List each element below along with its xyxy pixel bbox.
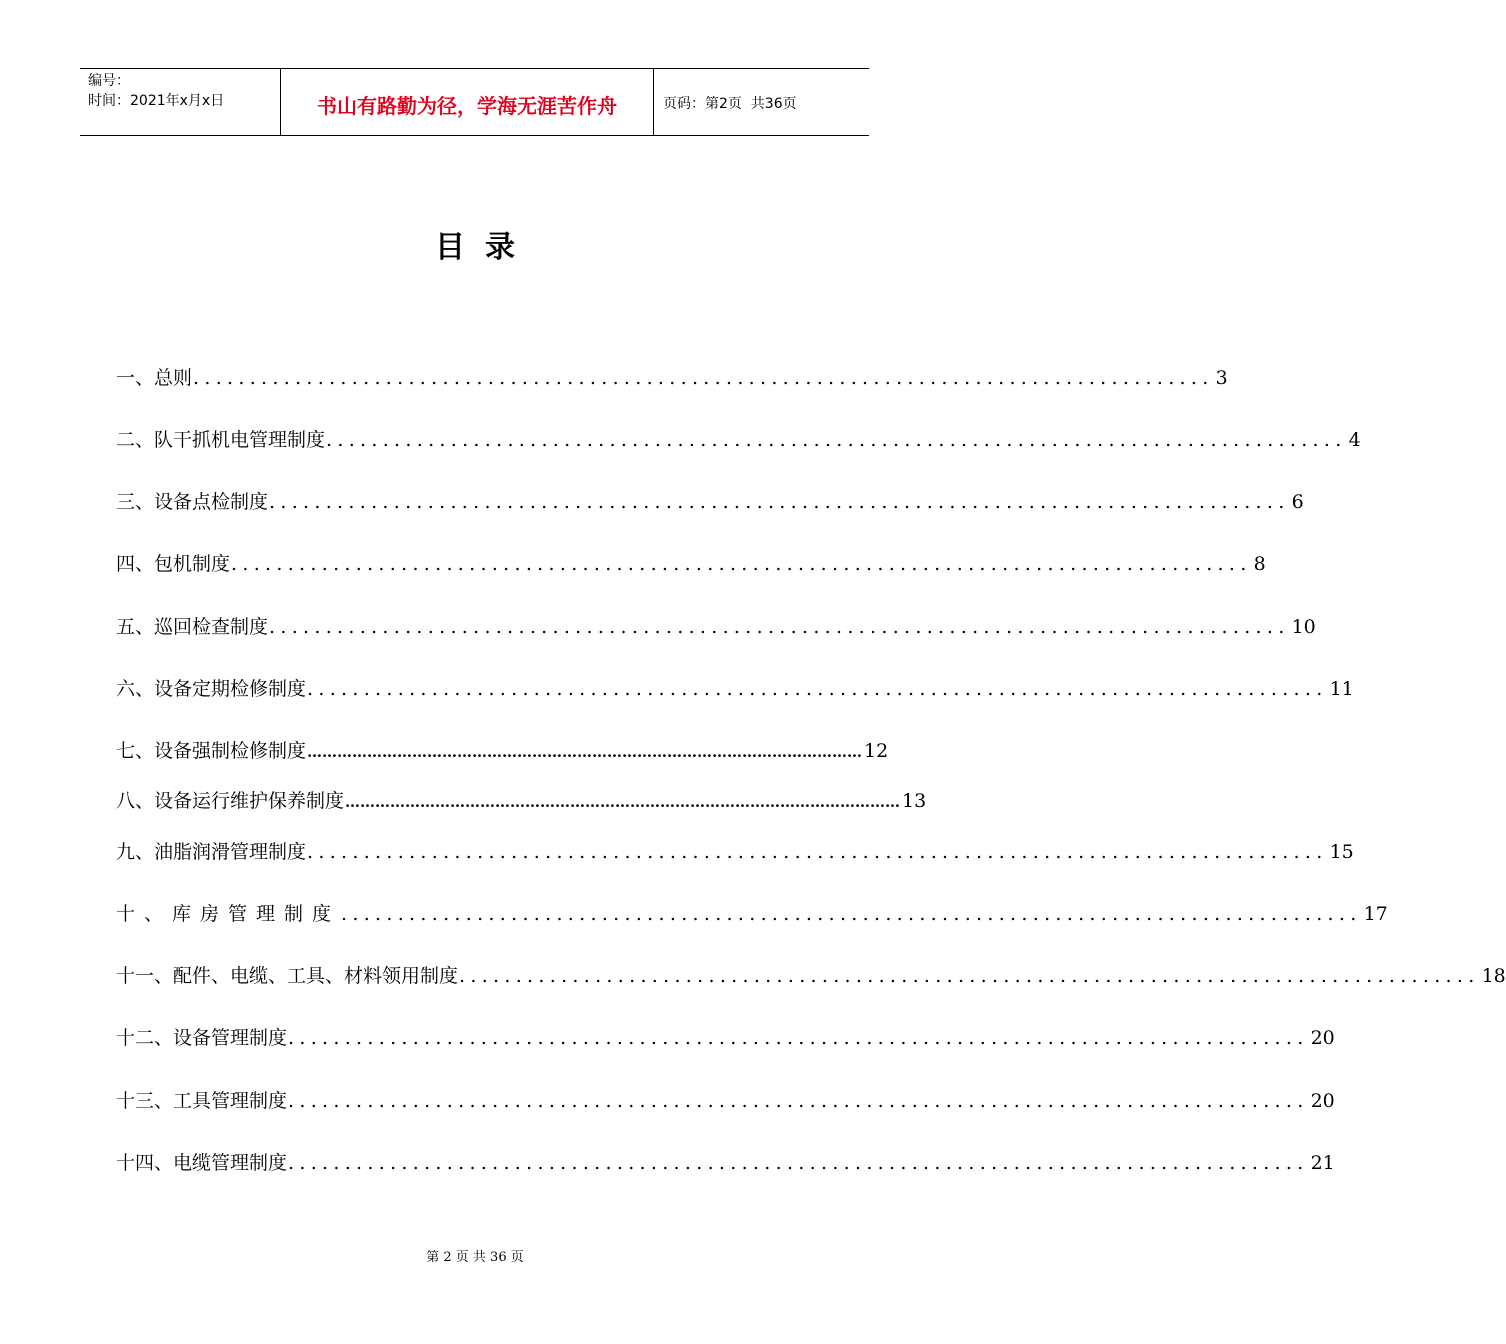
document-number-label: 编号： <box>88 73 130 89</box>
toc-entry-label: 五、巡回检查制度 <box>116 616 269 638</box>
toc-dot-leader: .......................................................................................... <box>307 678 1328 700</box>
toc-entry-label: 二、队干抓机电管理制度 <box>116 429 326 451</box>
toc-entry-label: 十二、设备管理制度 <box>116 1027 288 1049</box>
toc-entry-label: 九、油脂润滑管理制度 <box>116 841 307 863</box>
toc-entry-page: 10 <box>1291 616 1316 638</box>
page-footer: 第 2 页 共 36 页 <box>426 1250 524 1265</box>
toc-dot-leader: .......................................................................................... <box>269 616 1290 638</box>
toc-entry[interactable] <box>116 363 1228 391</box>
toc-entry-label: 三、设备点检制度 <box>116 491 269 513</box>
toc-entry-page: 20 <box>1310 1027 1335 1049</box>
header-motto: 书山有路勤为径，学海无涯苦作舟 <box>281 69 654 135</box>
toc-entry-page: 11 <box>1329 678 1354 700</box>
document-time-label: 时间：2021年x月x日 <box>88 93 225 109</box>
toc-entry-label: 十四、电缆管理制度 <box>116 1152 288 1174</box>
toc-entry-page: 3 <box>1215 367 1228 389</box>
toc-entry-label: 十一、配件、电缆、工具、材料领用制度 <box>116 965 459 987</box>
toc-entry[interactable] <box>116 487 1304 515</box>
toc-entry-page: 18 <box>1481 965 1506 987</box>
toc-dot-leader: .......................................................................................... <box>288 1152 1309 1174</box>
toc-entry-label: 七、设备强制检修制度 <box>116 740 307 762</box>
toc-entry-page: 4 <box>1348 429 1361 451</box>
toc-dot-leader: ………………………………………………………………………………………………… <box>345 793 901 811</box>
toc-entry[interactable] <box>116 612 1316 640</box>
toc-dot-leader: .......................................................................................... <box>459 965 1480 987</box>
toc-entry[interactable] <box>116 674 1354 702</box>
toc-entry[interactable] <box>116 1086 1335 1114</box>
toc-dot-leader: ………………………………………………………………………………………………… <box>307 743 863 761</box>
header-page-info: 页码：第2页 共36页 <box>663 96 797 112</box>
toc-dot-leader: .......................................................................................... <box>341 903 1362 925</box>
toc-title: 目录 <box>435 230 535 265</box>
page-header <box>80 68 869 136</box>
toc-entry-page: 20 <box>1310 1090 1335 1112</box>
toc-dot-leader: .......................................................................................... <box>231 553 1252 575</box>
toc-entry[interactable] <box>116 786 927 814</box>
toc-entry-label: 一、总则 <box>116 367 193 389</box>
toc-entry-label: 八、设备运行维护保养制度 <box>116 790 345 812</box>
toc-dot-leader: .......................................................................................... <box>193 367 1214 389</box>
toc-dot-leader: .......................................................................................... <box>288 1090 1309 1112</box>
toc-entry[interactable] <box>116 1148 1335 1176</box>
toc-entry-page: 15 <box>1329 841 1354 863</box>
toc-entry[interactable] <box>116 837 1354 865</box>
toc-entry-page: 8 <box>1253 553 1266 575</box>
toc-entry-page: 6 <box>1291 491 1304 513</box>
toc-entry[interactable] <box>116 425 1361 453</box>
toc-entry-page: 17 <box>1363 903 1388 925</box>
toc-entry[interactable] <box>116 899 1388 927</box>
toc-entry-label: 四、包机制度 <box>116 553 231 575</box>
toc-dot-leader: .......................................................................................... <box>288 1027 1309 1049</box>
toc-entry-page: 13 <box>902 790 927 812</box>
header-meta <box>80 69 281 135</box>
toc-entry-page: 21 <box>1310 1152 1335 1174</box>
toc-dot-leader: .......................................................................................... <box>307 841 1328 863</box>
toc-entry[interactable] <box>116 549 1266 577</box>
toc-entry[interactable] <box>116 1023 1335 1051</box>
toc-entry-label: 六、设备定期检修制度 <box>116 678 307 700</box>
toc-entry-page: 12 <box>864 740 889 762</box>
toc-entry[interactable] <box>116 736 889 764</box>
toc-dot-leader: .......................................................................................... <box>269 491 1290 513</box>
toc-entry-label: 十、库房管理制度 <box>116 903 341 925</box>
toc-entry-label: 十三、工具管理制度 <box>116 1090 288 1112</box>
toc-entry[interactable] <box>116 961 1506 989</box>
toc-dot-leader: .......................................................................................... <box>326 429 1347 451</box>
